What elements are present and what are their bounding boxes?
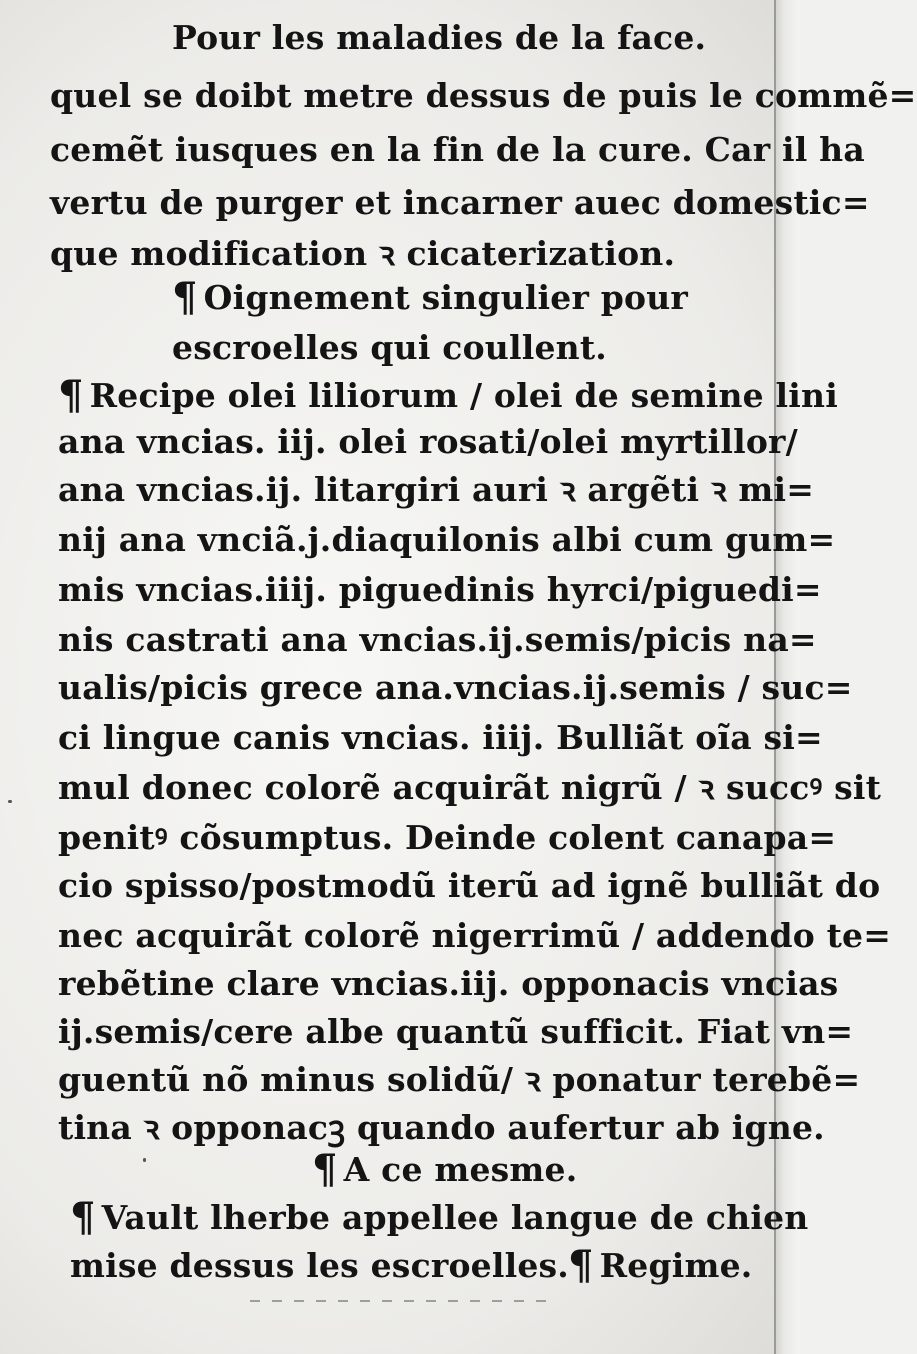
paragraph-line-1: [70, 1194, 809, 1241]
section-heading-line-1: Oignement singulier pour: [203, 278, 689, 317]
text-line-2: cemẽt iusques en la fin de la cure. Car il ha: [50, 130, 865, 169]
recipe-line-5: mis vncias.iiij. piguedinis hyrci/piguedi=: [58, 570, 822, 609]
recipe-line-1: [58, 372, 838, 419]
pilcrow-icon: ¶: [312, 1146, 338, 1193]
paragraph-line-1-text: Vault lherbe appellee langue de chien: [101, 1198, 809, 1237]
section-heading-a-ce-mesme-text: A ce mesme.: [343, 1150, 578, 1189]
recipe-line-1-text: Recipe olei liliorum / olei de semine lini: [89, 376, 838, 415]
recipe-line-6: nis castrati ana vncias.ij.semis/picis na=: [58, 620, 817, 659]
recipe-line-10: penitꝰ cõsumptus. Deinde colent canapa=: [58, 818, 837, 857]
text-line-1: quel se doibt metre dessus de puis le commẽ=: [50, 76, 917, 115]
section-heading-a-ce-mesme: [312, 1146, 578, 1193]
ink-speck: [143, 1158, 146, 1162]
running-head: Pour les maladies de la face.: [172, 18, 707, 57]
recipe-line-4: nij ana vnciã.j.diaquilonis albi cum gum=: [58, 520, 836, 559]
recipe-line-13: rebẽtine clare vncias.iij. opponacis vncias: [58, 964, 839, 1003]
pilcrow-icon: ¶: [172, 274, 198, 321]
regime-heading-text: Regime.: [599, 1246, 753, 1285]
pilcrow-icon: ¶: [568, 1242, 594, 1289]
recipe-line-3: ana vncias.ij. litargiri auri ꝛ argẽti ꝛ mi=: [58, 470, 815, 509]
recipe-line-15: guentũ nõ minus solidũ/ ꝛ ponatur terebẽ=: [58, 1060, 861, 1099]
recipe-line-7: ualis/picis grece ana.vncias.ij.semis / suc=: [58, 668, 853, 707]
recipe-line-11: cio spisso/postmodũ iterũ ad ignẽ bulliãt do: [58, 866, 881, 905]
regime-heading: [568, 1242, 753, 1289]
recipe-line-8: ci lingue canis vncias. iiij. Bulliãt oĩa si=: [58, 718, 823, 757]
recipe-line-9: mul donec colorẽ acquirãt nigrũ / ꝛ succꝰ sit: [58, 768, 882, 807]
recipe-line-14: ij.semis/cere albe quantũ sufficit. Fiat vn=: [58, 1012, 854, 1051]
section-heading-line-2: escroelles qui coullent.: [172, 328, 607, 367]
paragraph-line-2: [70, 1246, 569, 1286]
text-line-4: que modification ꝛ cicaterization.: [50, 234, 676, 273]
text-line-3: vertu de purger et incarner auec domestic=: [50, 183, 870, 222]
recipe-line-2: ana vncias. iij. olei rosati/olei myrtillor/: [58, 422, 798, 461]
pilcrow-icon: ¶: [70, 1194, 96, 1241]
recipe-line-12: nec acquirãt colorẽ nigerrimũ / addendo te=: [58, 916, 892, 955]
ink-speck: [8, 800, 12, 803]
bottom-rule: [250, 1300, 550, 1302]
pilcrow-icon: ¶: [58, 372, 84, 419]
paragraph-line-2-text: mise dessus les escroelles.: [70, 1246, 569, 1285]
section-heading-oignement: [172, 274, 689, 321]
recipe-line-16: tina ꝛ opponacꝫ quando aufertur ab igne.: [58, 1108, 825, 1147]
